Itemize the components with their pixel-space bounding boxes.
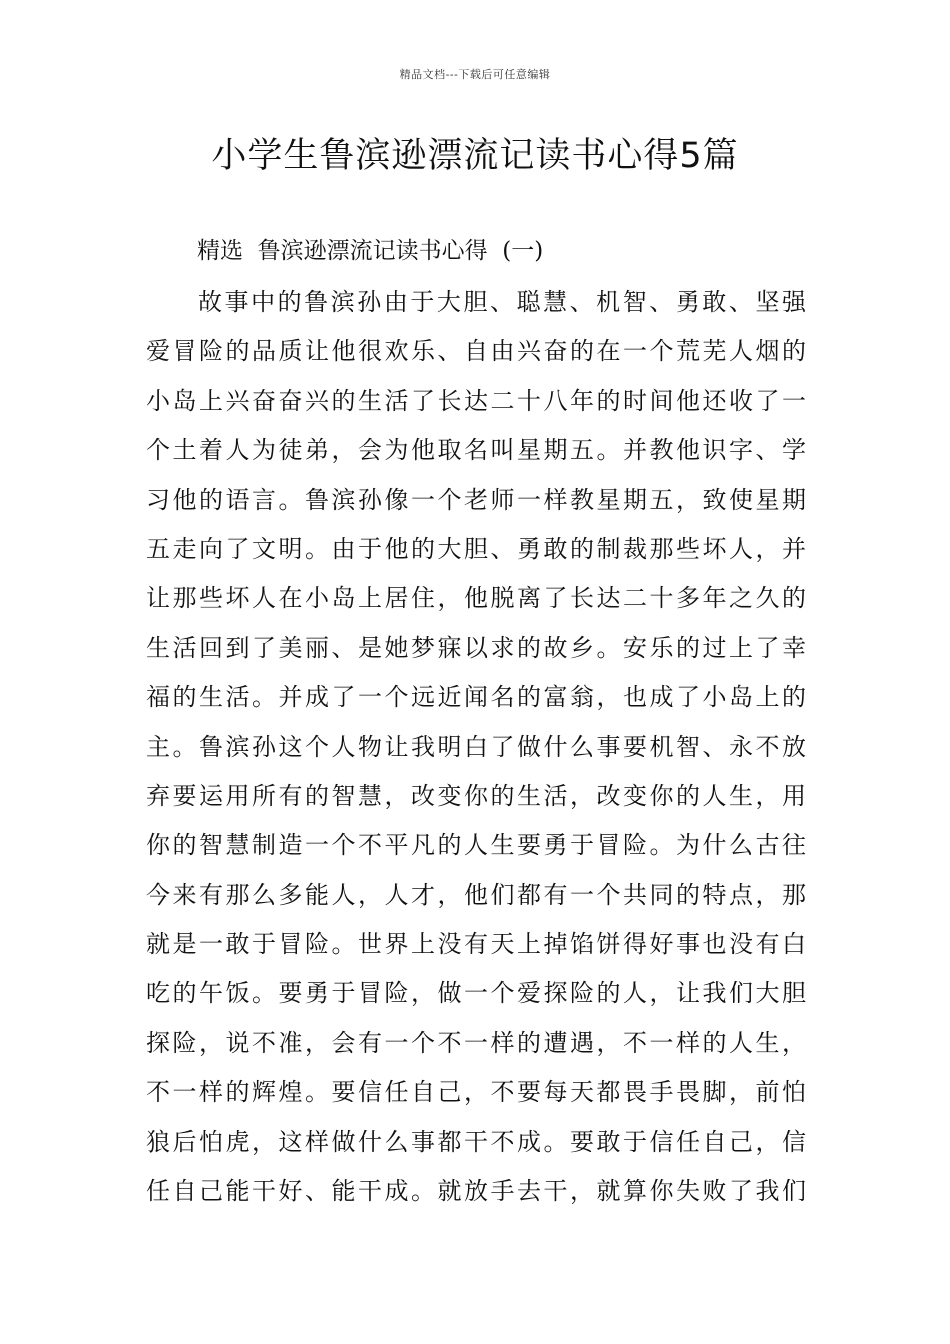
paragraph-line: 爱冒险的品质让他很欢乐、自由兴奋的在一个荒芜人烟的 [146,337,806,366]
paragraph-line: 弃要运用所有的智慧，改变你的生活，改变你的人生，用 [146,781,806,810]
paragraph-line: 吃的午饭。要勇于冒险，做一个爱探险的人，让我们大胆 [146,979,806,1008]
paragraph-line: 习他的语言。鲁滨孙像一个老师一样教星期五，致使星期 [146,485,806,514]
paragraph-line: 让那些坏人在小岛上居住，他脱离了长达二十多年之久的 [146,584,806,613]
body-paragraph [146,278,806,1216]
section-heading: 精选 鲁滨逊漂流记读书心得 (一) [197,238,544,264]
paragraph-line: 主。鲁滨孙这个人物让我明白了做什么事要机智、永不放 [146,732,806,761]
paragraph-line: 你的智慧制造一个不平凡的人生要勇于冒险。为什么古往 [146,831,806,860]
paragraph-line: 五走向了文明。由于他的大胆、勇敢的制裁那些坏人，并 [146,534,806,563]
paragraph-line: 故事中的鲁滨孙由于大胆、聪慧、机智、勇敢、坚强 [198,288,806,316]
paragraph-line: 生活回到了美丽、是她梦寐以求的故乡。安乐的过上了幸 [146,633,806,662]
paragraph-line: 狼后怕虎，这样做什么事都干不成。要敢于信任自己，信 [146,1127,806,1156]
paragraph-line: 福的生活。并成了一个远近闻名的富翁，也成了小岛上的 [146,683,806,712]
document-title: 小学生鲁滨逊漂流记读书心得5篇 [211,136,739,176]
paragraph-line: 个土着人为徒弟，会为他取名叫星期五。并教他识字、学 [146,436,806,465]
paragraph-line: 小岛上兴奋奋兴的生活了长达二十八年的时间他还收了一 [146,386,806,415]
paragraph-line: 今来有那么多能人，人才，他们都有一个共同的特点，那 [146,880,806,909]
paragraph-line: 不一样的辉煌。要信任自己，不要每天都畏手畏脚，前怕 [146,1078,806,1107]
page-header-note: 精品文档---下载后可任意编辑 [399,68,551,81]
paragraph-line: 探险，说不准，会有一个不一样的遭遇，不一样的人生， [146,1028,806,1057]
paragraph-line: 任自己能干好、能干成。就放手去干，就算你失败了我们 [146,1177,806,1206]
paragraph-line: 就是一敢于冒险。世界上没有天上掉馅饼得好事也没有白 [146,930,806,959]
